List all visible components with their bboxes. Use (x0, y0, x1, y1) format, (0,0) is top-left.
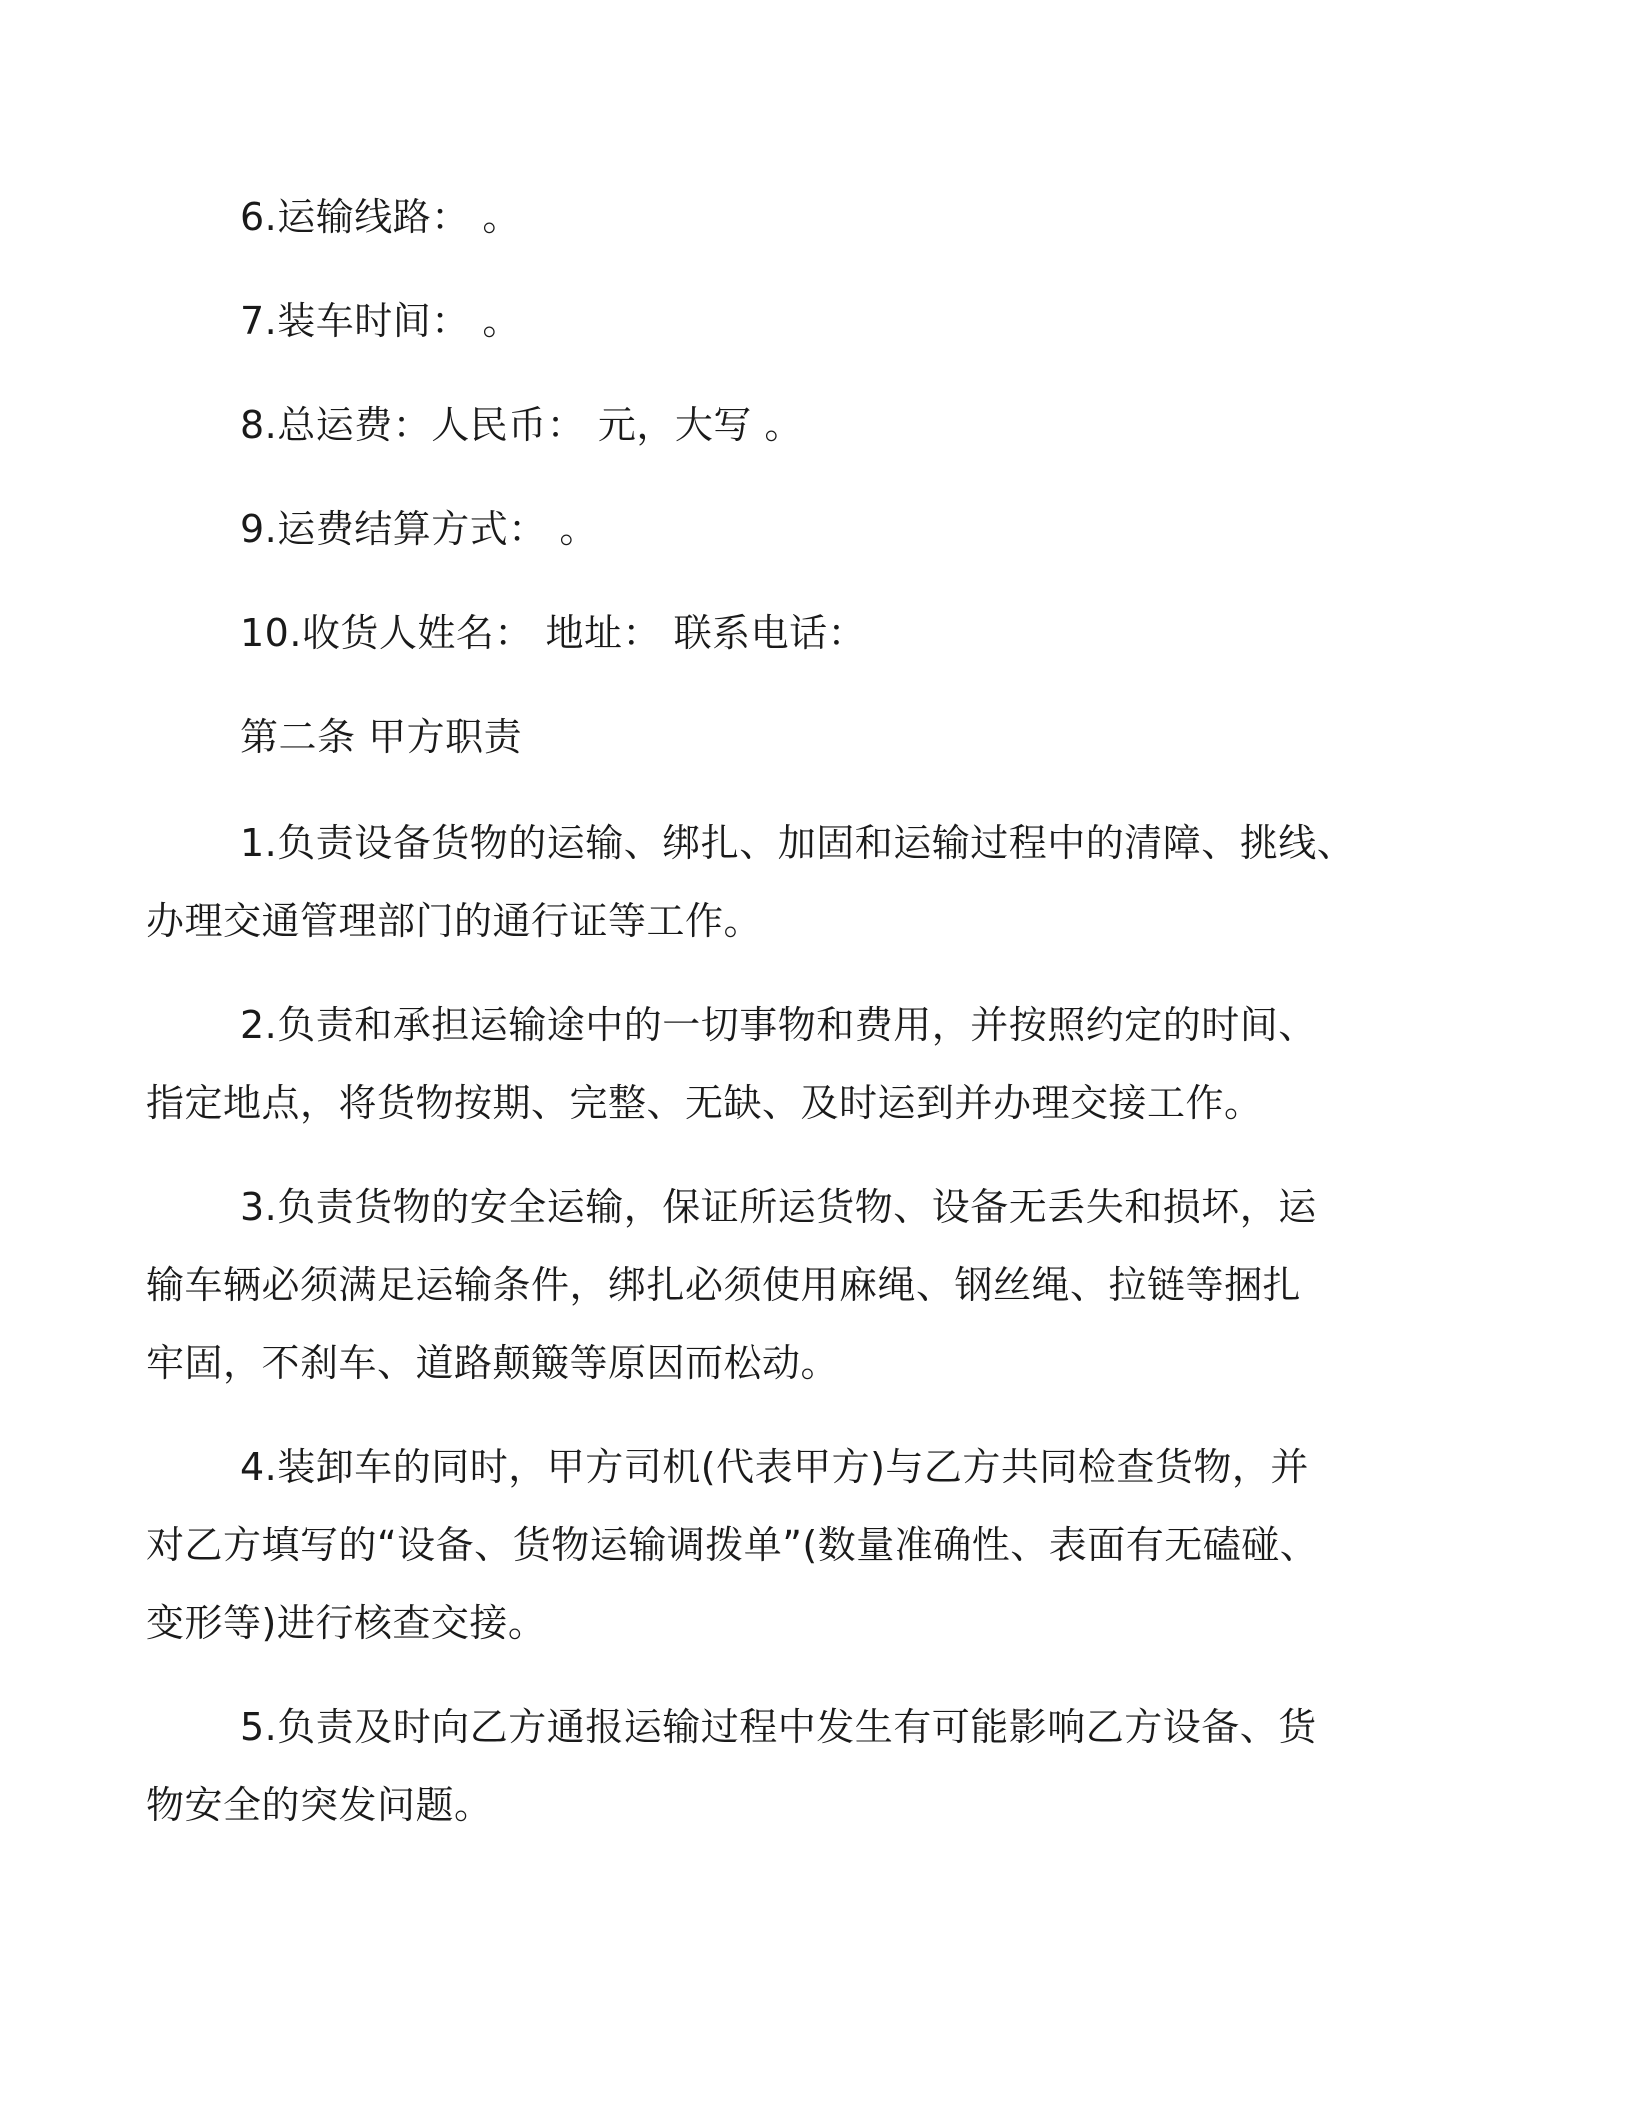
list-item-total-freight: 8.总运费：人民币： 元，大写 。 (240, 403, 803, 447)
paragraph-line: 牢固，不刹车、道路颠簸等原因而松动。 (146, 1341, 840, 1385)
paragraph-1 (146, 804, 1390, 960)
list-item-route: 6.运输线路： 。 (240, 195, 521, 239)
paragraph-line: 对乙方填写的“设备、货物运输调拨单”(数量准确性、表面有无磕碰、 (146, 1523, 1319, 1567)
paragraph-line: 3.负责货物的安全运输，保证所运货物、设备无丢失和损坏，运 (240, 1185, 1317, 1229)
paragraph-line: 指定地点，将货物按期、完整、无缺、及时运到并办理交接工作。 (146, 1081, 1263, 1125)
paragraph-line: 4.装卸车的同时，甲方司机(代表甲方)与乙方共同检查货物，并 (240, 1445, 1309, 1489)
paragraph-line: 物安全的突发问题。 (146, 1783, 493, 1827)
paragraph-5 (146, 1688, 1390, 1844)
paragraph-line: 2.负责和承担运输途中的一切事物和费用，并按照约定的时间、 (240, 1003, 1317, 1047)
list-item-consignee: 10.收货人姓名： 地址： 联系电话： (240, 611, 867, 655)
paragraph-3 (146, 1168, 1390, 1402)
paragraph-line: 变形等)进行核查交接。 (146, 1601, 547, 1645)
paragraph-line: 办理交通管理部门的通行证等工作。 (146, 899, 763, 943)
paragraph-line: 5.负责及时向乙方通报运输过程中发生有可能影响乙方设备、货 (240, 1705, 1317, 1749)
list-item-loading-time: 7.装车时间： 。 (240, 299, 521, 343)
document-body (146, 182, 1390, 1870)
paragraph-line: 1.负责设备货物的运输、绑扎、加固和运输过程中的清障、挑线、 (240, 821, 1356, 865)
paragraph-line: 输车辆必须满足运输条件，绑扎必须使用麻绳、钢丝绳、拉链等捆扎 (146, 1263, 1302, 1307)
paragraph-2 (146, 986, 1390, 1142)
list-item-settlement-method: 9.运费结算方式： 。 (240, 507, 598, 551)
paragraph-4 (146, 1428, 1390, 1662)
section-title: 第二条 甲方职责 (240, 715, 523, 759)
responsibilities-list (146, 804, 1390, 1844)
